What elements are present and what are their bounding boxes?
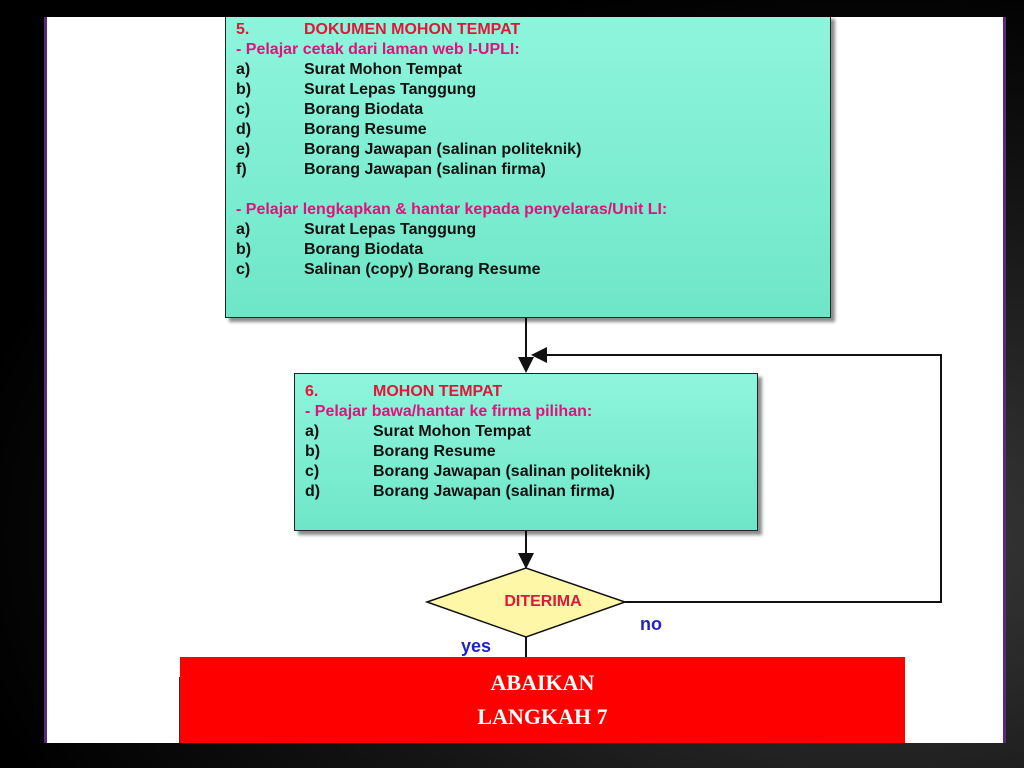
item-text: Borang Biodata — [304, 241, 424, 258]
item-label: c) — [236, 261, 251, 278]
step5-box — [225, 17, 831, 318]
item-label: d) — [236, 121, 252, 138]
list-item — [305, 422, 757, 442]
item-label: b) — [236, 81, 252, 98]
item-text: Borang Jawapan (salinan politeknik) — [373, 463, 651, 480]
item-label: a) — [305, 423, 320, 440]
decision-label: DITERIMA — [504, 593, 582, 610]
step6-header — [305, 382, 757, 402]
item-text: Surat Lepas Tanggung — [304, 81, 477, 98]
step5-section2-heading: - Pelajar lengkapkan & hantar kepada penyelaras/Unit LI: — [236, 201, 668, 218]
item-label: c) — [236, 101, 251, 118]
step6-number: 6. — [305, 383, 319, 400]
spacer — [236, 180, 830, 200]
list-item — [305, 442, 757, 462]
item-text: Borang Jawapan (salinan firma) — [304, 161, 546, 178]
step6-title: MOHON TEMPAT — [373, 383, 503, 400]
item-label: b) — [305, 443, 321, 460]
step5-header — [236, 20, 830, 40]
banner-line2: LANGKAH 7 — [477, 704, 608, 729]
item-label: d) — [305, 483, 321, 500]
item-text: Borang Jawapan (salinan firma) — [373, 483, 615, 500]
list-item — [236, 220, 830, 240]
overlay-banner — [180, 657, 905, 743]
step5-title: DOKUMEN MOHON TEMPAT — [304, 21, 521, 38]
item-text: Borang Biodata — [304, 101, 424, 118]
step6-box — [294, 373, 758, 531]
item-label: b) — [236, 241, 252, 258]
step5-number: 5. — [236, 21, 250, 38]
item-text: Borang Resume — [304, 121, 427, 138]
item-label: a) — [236, 221, 251, 238]
list-item — [305, 482, 757, 502]
list-item — [236, 140, 830, 160]
item-text: Surat Lepas Tanggung — [304, 221, 477, 238]
step5-section1-heading: - Pelajar cetak dari laman web I-UPLI: — [236, 41, 520, 58]
banner-line1: ABAIKAN — [490, 670, 595, 695]
yes-label: yes — [461, 636, 492, 656]
list-item — [236, 120, 830, 140]
item-label: f) — [236, 161, 247, 178]
list-item — [305, 462, 757, 482]
no-label: no — [640, 614, 662, 634]
list-item — [236, 160, 830, 180]
item-label: a) — [236, 61, 251, 78]
list-item — [236, 60, 830, 80]
item-text: Surat Mohon Tempat — [373, 423, 531, 440]
list-item — [236, 80, 830, 100]
list-item — [236, 260, 830, 280]
slide-canvas — [44, 17, 1006, 743]
item-text: Surat Mohon Tempat — [304, 61, 462, 78]
list-item — [236, 240, 830, 260]
item-label: e) — [236, 141, 251, 158]
item-text: Salinan (copy) Borang Resume — [304, 261, 541, 278]
item-text: Borang Jawapan (salinan politeknik) — [304, 141, 582, 158]
item-label: c) — [305, 463, 320, 480]
list-item — [236, 100, 830, 120]
item-text: Borang Resume — [373, 443, 496, 460]
step6-heading: - Pelajar bawa/hantar ke firma pilihan: — [305, 403, 593, 420]
